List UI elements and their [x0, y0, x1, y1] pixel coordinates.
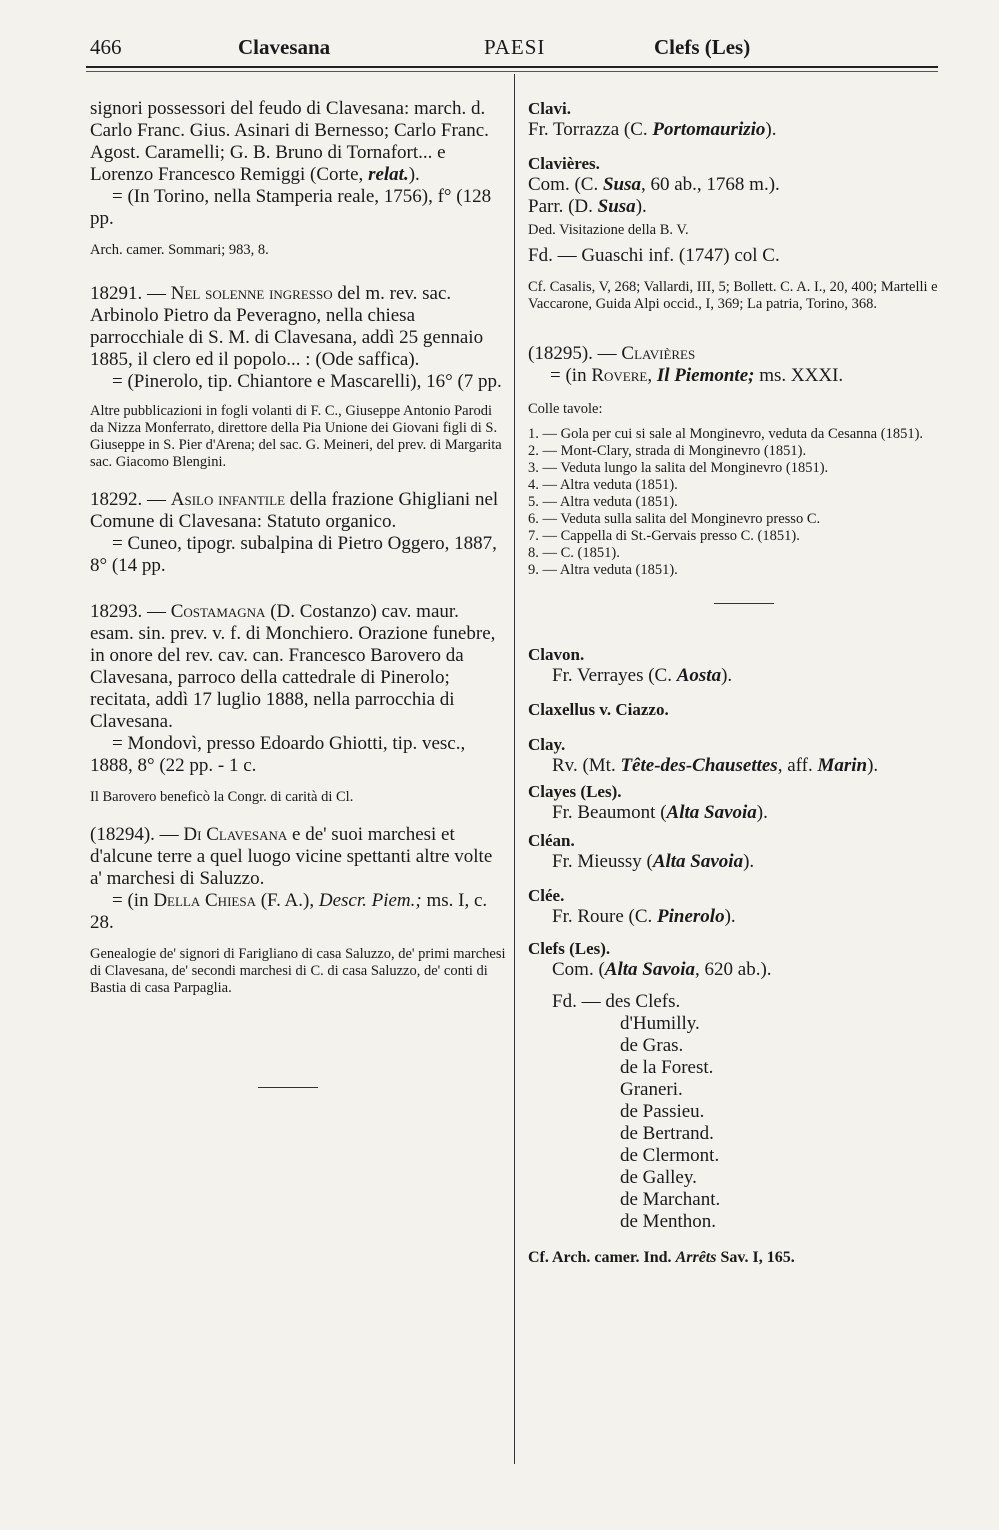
- running-header: [86, 30, 938, 66]
- parrocchia: Parr. (D. Susa).: [528, 196, 647, 217]
- references: Cf. Casalis, V, 268; Vallardi, III, 5; Bollett. C. A. I., 20, 400; Martelli e Vaccarone, Guida Alpi occid., I, 369; La patria, Torino, 368.: [528, 279, 938, 312]
- plates-list: [528, 426, 946, 579]
- list-item: de Clermont.: [620, 1145, 720, 1166]
- column-divider: [514, 74, 515, 1464]
- page-number: 466: [90, 35, 122, 59]
- list-item: 4. — Altra veduta (1851).: [528, 477, 678, 493]
- continued-entry: signori possessori del feudo di Clavesana: march. d. Carlo Franc. Gius. Asinari di Bernesso; Carlo Franc. Agost. Caramelli; G. B. Bruno di Tornafort... e Lorenzo Francesco Remiggi (Corte, relat.).: [90, 98, 489, 185]
- list-item: d'Humilly.: [620, 1013, 700, 1034]
- list-item: 7. — Cappella di St.-Gervais presso C. (1851).: [528, 528, 800, 544]
- entry-18294: (18294). — Di Clavesana e de' suoi marchesi et d'alcune terre a quel luogo vicine spettanti altre volte a' marchesi di Saluzzo.: [90, 824, 493, 889]
- headword-clee: Clée.: [528, 886, 565, 905]
- list-item: de Galley.: [620, 1167, 697, 1188]
- entry-18295: (18295). — Clavières: [528, 343, 696, 364]
- feudatari: Fd. — Guaschi inf. (1747) col C.: [528, 245, 780, 266]
- headword-clayes: Clayes (Les).: [528, 782, 622, 801]
- references: Cf. Arch. camer. Ind. Arrêts Sav. I, 165.: [528, 1249, 795, 1266]
- entry-18293: 18293. — Costamagna (D. Costanzo) cav. maur. esam. sin. prev. v. f. di Monchiero. Orazione funebre, in onore del rev. cav. can. Francesco Barovero da Clavesana, parroco della cattedrale di Pinerolo; recitata, addì 17 luglio 1888, nella parrocchia di Clavesana.: [90, 601, 496, 732]
- list-item: 2. — Mont-Clary, strada di Monginevro (1851).: [528, 443, 807, 459]
- imprint: = (in Rovere, Il Piemonte; ms. XXXI.: [550, 365, 844, 386]
- headword-clavon: Clavon.: [528, 645, 585, 664]
- feudatari-list: [528, 1013, 946, 1233]
- frazione: Fr. Mieussy (Alta Savoia).: [552, 851, 755, 872]
- dedication: Ded. Visitazione della B. V.: [528, 222, 689, 238]
- header-rule: [86, 66, 938, 68]
- rivo: Rv. (Mt. Tête-des-Chausettes, aff. Marin).: [552, 755, 879, 776]
- list-item: de Marchant.: [620, 1189, 721, 1210]
- list-item: de la Forest.: [620, 1057, 714, 1078]
- headword-clean: Cléan.: [528, 831, 575, 850]
- section-rule: [714, 603, 774, 604]
- feudatari-label: Fd. — des Clefs.: [552, 991, 681, 1012]
- frazione: Fr. Beaumont (Alta Savoia).: [552, 802, 768, 823]
- headword-clefs: Clefs (Les).: [528, 939, 611, 958]
- list-item: 6. — Veduta sulla salita del Monginevro presso C.: [528, 511, 821, 527]
- list-item: 1. — Gola per cui si sale al Monginevro, veduta da Cesanna (1851).: [528, 426, 924, 442]
- right-column: [528, 98, 946, 1266]
- imprint: = (Pinerolo, tip. Chiantore e Mascarelli), 16° (7 pp.: [112, 371, 502, 392]
- imprint: = Mondovì, presso Edoardo Ghiotti, tip. vesc., 1888, 8° (22 pp. - 1 c.: [90, 733, 466, 776]
- frazione: Fr. Verrayes (C. Aosta).: [552, 665, 733, 686]
- list-item: 9. — Altra veduta (1851).: [528, 562, 678, 578]
- headword-clay: Clay.: [528, 735, 566, 754]
- entry-18292: 18292. — Asilo infantile della frazione Ghigliani nel Comune di Clavesana: Statuto organico.: [90, 489, 499, 532]
- note: Il Barovero beneficò la Congr. di carità di Cl.: [90, 789, 354, 805]
- frazione: Fr. Torrazza (C. Portomaurizio).: [528, 119, 777, 140]
- list-item: Graneri.: [620, 1079, 683, 1100]
- entry-18291: 18291. — Nel solenne ingresso del m. rev. sac. Arbinolo Pietro da Peveragno, nella chiesa parrocchiale di S. M. di Clavesana, addì 25 gennaio 1885, il clero ed il popolo... : (Ode saffica).: [90, 283, 484, 370]
- header-rule-thin: [86, 71, 938, 72]
- list-item: de Gras.: [620, 1035, 684, 1056]
- header-right-title: Clefs (Les): [654, 35, 751, 59]
- header-left-title: Clavesana: [238, 35, 331, 59]
- list-item: de Bertrand.: [620, 1123, 714, 1144]
- note: Altre pubblicazioni in fogli volanti di F. C., Giuseppe Antonio Parodi da Nizza Monferrato, direttore della Pia Unione dei Giovani figli di S. Giuseppe in S. Pier d'Arena; del sac. G. Meineri, del prev. di Margarita sac. Giacomo Blengini.: [90, 403, 502, 470]
- source-note: Arch. camer. Sommari; 983, 8.: [90, 242, 269, 258]
- plates-label: Colle tavole:: [528, 401, 603, 417]
- frazione: Fr. Roure (C. Pinerolo).: [552, 906, 736, 927]
- imprint: = Cuneo, tipogr. subalpina di Pietro Oggero, 1887, 8° (14 pp.: [90, 533, 497, 576]
- left-column: [90, 98, 506, 1088]
- end-rule: [258, 1087, 318, 1088]
- list-item: de Passieu.: [620, 1101, 705, 1122]
- list-item: 5. — Altra veduta (1851).: [528, 494, 678, 510]
- headword-clavi: Clavi.: [528, 99, 571, 118]
- comune: Com. (C. Susa, 60 ab., 1768 m.).: [528, 174, 780, 195]
- imprint: = (In Torino, nella Stamperia reale, 1756), f° (128 pp.: [90, 186, 492, 229]
- headword-claxellus: Claxellus v. Ciazzo.: [528, 700, 669, 719]
- imprint: = (in Della Chiesa (F. A.), Descr. Piem.; ms. I, c. 28.: [90, 890, 488, 933]
- note: Genealogie de' signori di Farigliano di casa Saluzzo, de' primi marchesi di Clavesana, de' secondi marchesi di C. di casa Saluzzo, de' conti di Bastia di casa Parpaglia.: [90, 946, 506, 996]
- header-center-title: PAESI: [484, 35, 546, 59]
- comune: Com. (Alta Savoia, 620 ab.).: [552, 959, 772, 980]
- list-item: 3. — Veduta lungo la salita del Monginevro (1851).: [528, 460, 829, 476]
- headword-clavieres: Clavières.: [528, 154, 600, 173]
- list-item: de Menthon.: [620, 1211, 717, 1232]
- list-item: 8. — C. (1851).: [528, 545, 620, 561]
